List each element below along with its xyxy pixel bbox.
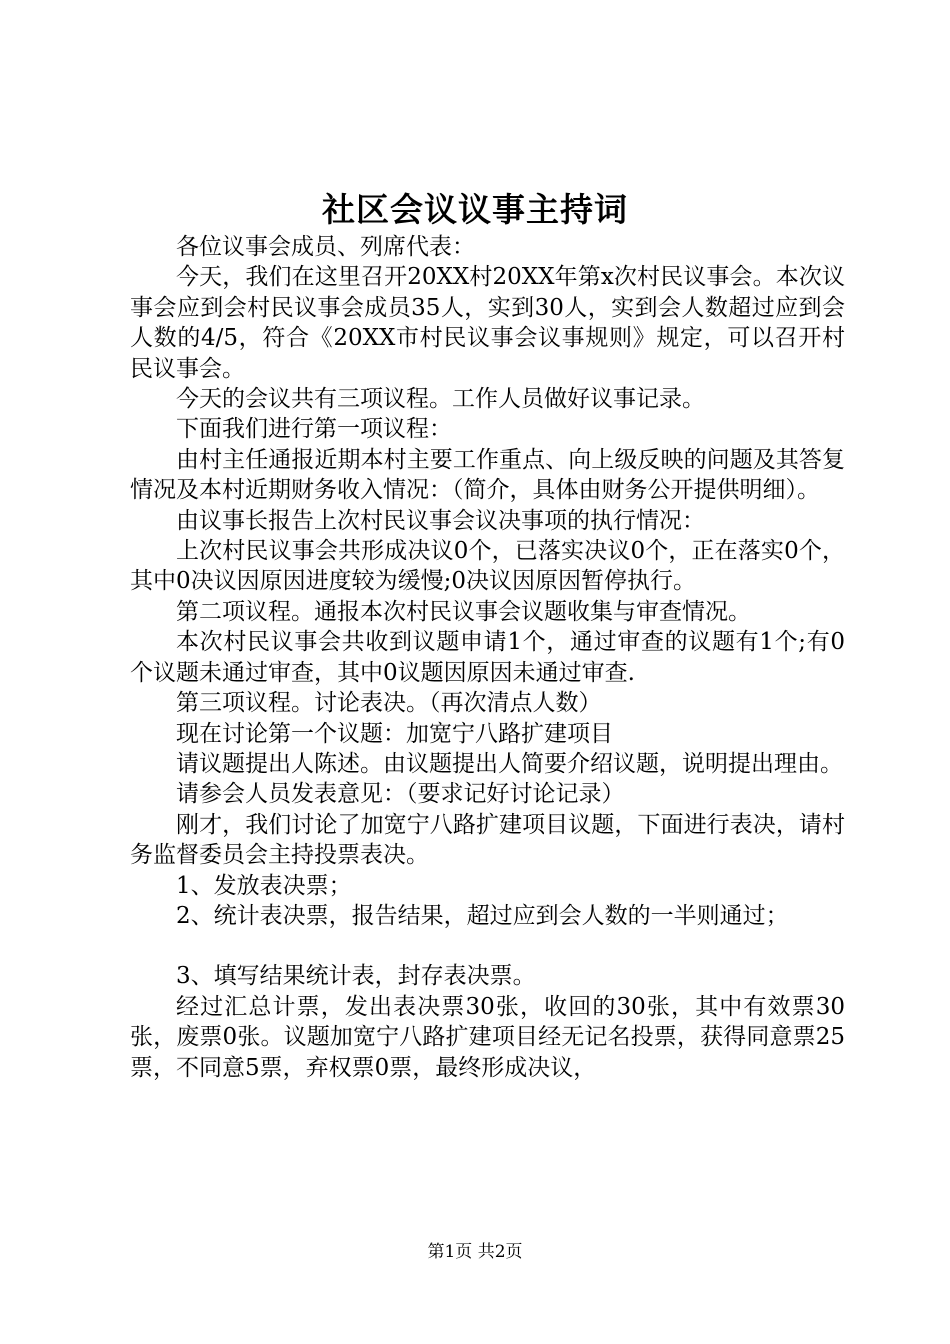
paragraph-first-item: 下面我们进行第一项议程： [176, 416, 452, 443]
paragraph-proposer-statement: 请议题提出人陈述。由议题提出人简要介绍议题，说明提出理由。 [176, 750, 843, 777]
paragraph-step-1: 1、发放表决票； [176, 872, 352, 899]
page-footer: 第1页 共2页 [427, 1242, 523, 1262]
paragraph-opening: 今天，我们在这里召开20XX村20XX年第x次村民议事会。本次议事会应到会村民议事会成员35人，实到30人，实到会人数超过应到会人数的4/5，符合《20XX市村民议事会议事规则》规定，可以召开村民议事会。 [130, 264, 845, 382]
paragraph-chair-report: 由议事长报告上次村民议事会议决事项的执行情况： [176, 507, 705, 534]
paragraph-step-2: 2、统计表决票，报告结果，超过应到会人数的一半则通过； [176, 902, 789, 929]
paragraph-salutation: 各位议事会成员、列席代表： [176, 234, 475, 260]
paragraph-third-item: 第三项议程。讨论表决。（再次清点人数） [176, 690, 602, 717]
paragraph-second-item: 第二项议程。通报本次村民议事会议题收集与审查情况。 [176, 598, 751, 625]
paragraph-previous-resolutions: 上次村民议事会共形成决议0个，已落实决议0个，正在落实0个，其中0决议因原因进度较为缓慢;0决议因原因暂停执行。 [130, 538, 845, 595]
document-body [130, 232, 845, 1083]
paragraph-vote-result: 经过汇总计票，发出表决票30张，收回的30张，其中有效票30张，废票0张。议题加宽宁八路扩建项目经无记名投票，获得同意票25票，不同意5票，弃权票0票，最终形成决议， [130, 993, 845, 1081]
paragraph-agenda-intro: 今天的会议共有三项议程。工作人员做好议事记录。 [176, 386, 705, 413]
paragraph-opinions: 请参会人员发表意见：（要求记好讨论记录） [176, 781, 625, 808]
document-title: 社区会议议事主持词 [322, 190, 628, 229]
paragraph-step-3: 3、填写结果统计表，封存表决票。 [176, 963, 536, 990]
paragraph-director-report: 由村主任通报近期本村主要工作重点、向上级反映的问题及其答复情况及本村近期财务收入情况：（简介，具体由财务公开提供明细）。 [130, 446, 845, 504]
paragraph-vote-intro: 刚才，我们讨论了加宽宁八路扩建项目议题，下面进行表决，请村务监督委员会主持投票表决。 [130, 811, 845, 869]
paragraph-topic-review: 本次村民议事会共收到议题申请1个，通过审查的议题有1个;有0个议题未通过审查，其中0议题因原因未通过审查. [130, 629, 845, 686]
paragraph-first-topic: 现在讨论第一个议题：加宽宁八路扩建项目 [176, 720, 613, 747]
